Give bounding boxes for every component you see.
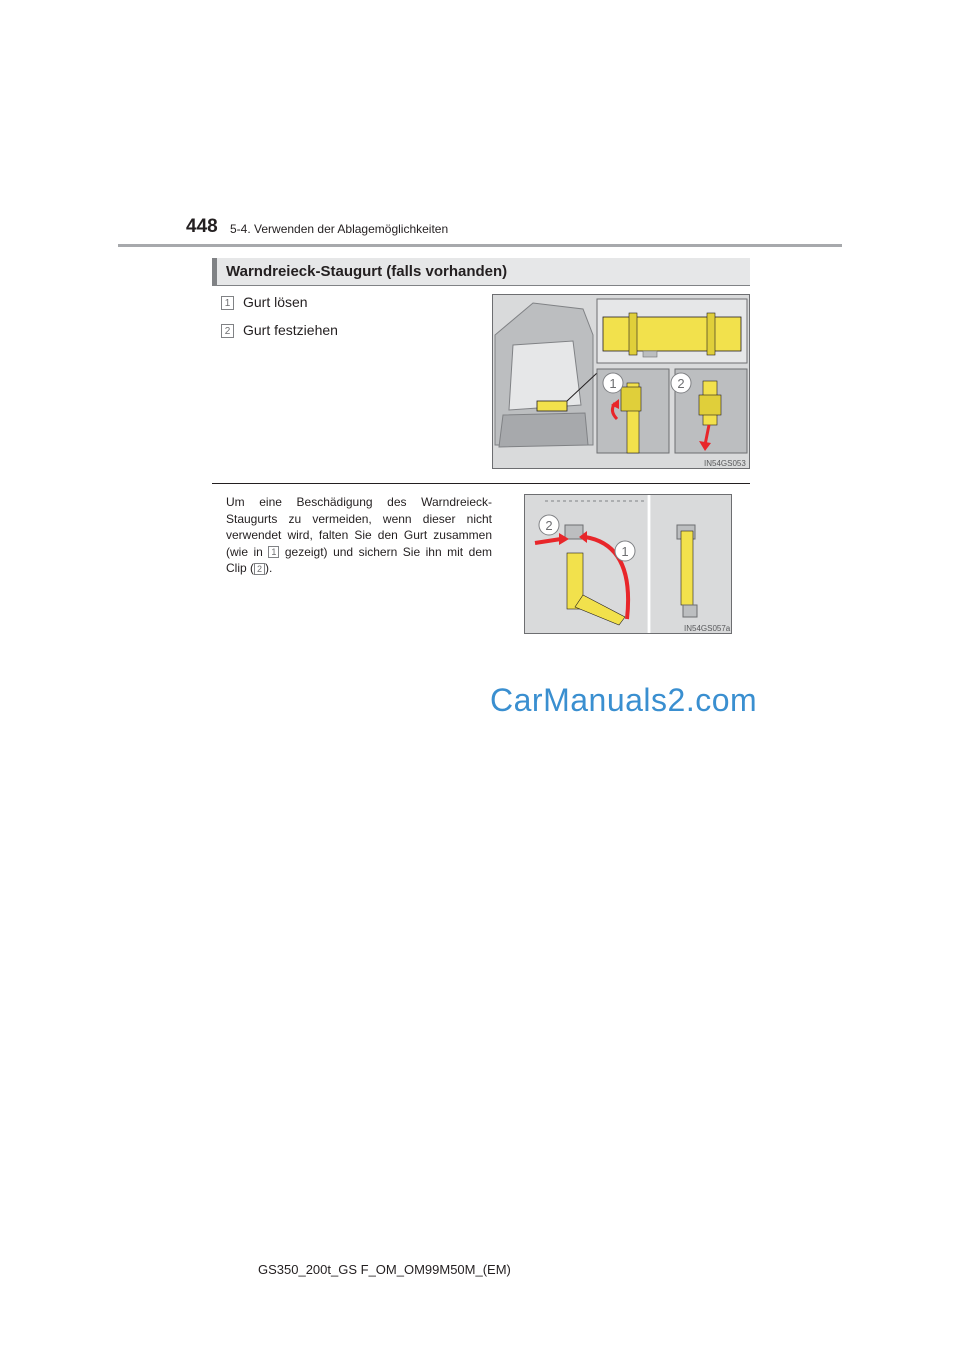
note-text-before: Um eine Beschädigung des Warndreieck-Staugurts zu vermeiden, wenn dieser nicht verwendet wird, falten Sie den Gurt zusammen (wie in — [226, 495, 492, 559]
callout-1b: 1 — [621, 544, 629, 559]
right-panel — [651, 495, 732, 634]
section-header-accent — [212, 258, 217, 285]
note-badge-1: 1 — [268, 546, 279, 558]
step-badge-1: 1 — [221, 296, 234, 310]
car-trunk-illustration — [495, 303, 597, 447]
note-badge-2: 2 — [254, 563, 265, 575]
note-text-middle: gezeigt) und sichern Sie ihn mit dem Clip ( — [226, 544, 492, 575]
note-text — [226, 494, 492, 577]
figure-belt-release-tighten — [492, 294, 750, 469]
figure-1-code: IN54GS053 — [704, 459, 746, 468]
step-label-2: Gurt festziehen — [243, 322, 338, 338]
section-underline — [212, 285, 750, 286]
figure-belt-fold — [524, 494, 732, 634]
header-rule — [118, 244, 842, 247]
figure-2-code: IN54GS057a — [684, 624, 731, 633]
callout-2b: 2 — [545, 518, 553, 533]
watermark: CarManuals2.com — [490, 682, 758, 718]
figure-2-illustration — [525, 495, 732, 634]
section-title: Warndreieck-Staugurt (falls vorhanden) — [226, 263, 508, 280]
step-label-1: Gurt lösen — [243, 294, 308, 310]
page-number: 448 — [186, 216, 218, 237]
note-rule — [212, 483, 750, 484]
callout-1: 1 — [609, 376, 617, 391]
left-panel — [525, 495, 647, 634]
step-badge-2: 2 — [221, 324, 234, 338]
callout-2: 2 — [677, 376, 685, 391]
footer-doc-code: GS350_200t_GS F_OM_OM99M50M_(EM) — [258, 1262, 511, 1277]
chapter-title: 5-4. Verwenden der Ablagemöglichkeiten — [230, 222, 449, 236]
figure-1-illustration — [493, 295, 750, 469]
note-text-after: ). — [265, 561, 273, 575]
inset-top — [597, 299, 747, 363]
